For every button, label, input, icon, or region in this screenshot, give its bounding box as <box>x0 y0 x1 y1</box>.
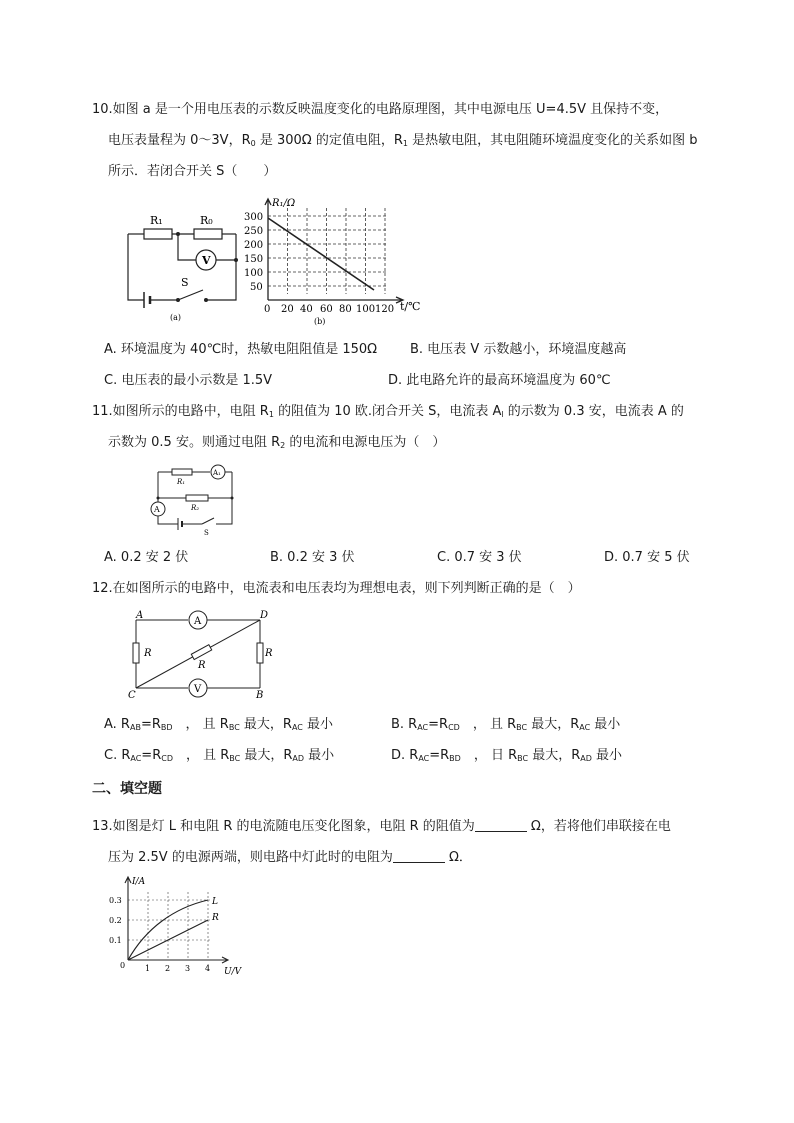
q10-figure-a-circuit <box>118 210 248 322</box>
resistor-diagonal-label: R <box>198 660 206 671</box>
switch-label: S <box>181 276 189 289</box>
q12-line1: 12.在如图所示的电路中，电流表和电压表均为理想电表，则下列判断正确的是（ ） <box>92 581 581 596</box>
label-r0: R₀ <box>200 214 213 227</box>
voltmeter-label: V <box>202 254 211 267</box>
q10-option-b[interactable]: B. 电压表 V 示数越小，环境温度越高 <box>410 342 627 357</box>
q11-line1: 11.如图所示的电路中，电阻 $R_1$ 的阻值为 10 欧.闭合开关 S，电流表 $A_l$ 的示数为 0.3 安，电流表 A 的 <box>92 404 684 419</box>
ytick: 0.3 <box>109 896 122 905</box>
curve-r-label: R <box>212 913 219 923</box>
q11-option-b[interactable]: B. 0.2 安 3 伏 <box>270 550 355 565</box>
ammeter-a-label: A <box>154 505 160 514</box>
q11-option-a[interactable]: A. 0.2 安 2 伏 <box>104 550 189 565</box>
ytick: 200 <box>244 240 264 251</box>
ytick: 250 <box>244 226 264 237</box>
label-r1: R₁ <box>150 214 163 227</box>
xtick: 3 <box>185 964 191 973</box>
xtick: 120 <box>375 304 395 315</box>
q12-option-d[interactable]: D. $R_{AC}=R_{BD}$ ， 日 $R_{BC}$ 最大，$R_{AD}$ 最小 <box>391 748 623 763</box>
ytick: 0.2 <box>109 916 122 925</box>
xtick: 100 <box>356 304 376 315</box>
q10-line1: 10.如图 a 是一个用电压表的示数反映温度变化的电路原理图，其中电源电压 U=4.5V 且保持不变， <box>92 102 669 117</box>
q10-line2: 电压表量程为 0～3V，$R_0$ 是 300Ω 的定值电阻，$R_1$ 是热敏电阻，其电阻随环境温度变化的关系如图 b <box>108 133 698 148</box>
ytick: 0.1 <box>109 936 122 945</box>
q13-blank-1[interactable] <box>475 819 527 832</box>
q13-figure-iu-graph <box>106 872 256 976</box>
label-r2: R₂ <box>191 504 200 512</box>
section-heading-fill-in: 二、填空题 <box>92 781 162 797</box>
graph-b-xlabel: t/℃ <box>400 300 421 313</box>
q12-option-a[interactable]: A. $R_{AB}=R_{BD}$ ， 且 $R_{BC}$ 最大，$R_{AC}$ 最小 <box>104 717 334 732</box>
q11-line2: 示数为 0.5 安。则通过电阻 $R_2$ 的电流和电源电压为（ ） <box>108 435 446 450</box>
node-d-label: D <box>260 610 269 621</box>
q13-line1: 13.如图是灯 L 和电阻 R 的电流随电压变化图象，电阻 R 的阻值为 Ω，若将他们串联接在电 <box>92 819 671 834</box>
graph-b-ylabel: R₁/Ω <box>272 198 296 209</box>
xtick: 60 <box>320 304 333 315</box>
q10-figure-b-graph <box>238 194 428 328</box>
xtick: 2 <box>165 964 171 973</box>
label-r1: R₁ <box>177 478 186 486</box>
ytick: 100 <box>244 268 264 279</box>
q12-figure-circuit <box>124 608 276 700</box>
q10-line3: 所示．若闭合开关 S（ ） <box>108 164 277 179</box>
ytick: 300 <box>244 212 264 223</box>
q10-option-a[interactable]: A. 环境温度为 40℃时，热敏电阻阻值是 150Ω <box>104 342 378 357</box>
resistor-right-label: R <box>265 648 273 659</box>
origin-label: 0 <box>120 961 126 970</box>
node-a-label: A <box>136 610 144 621</box>
ammeter-a1-label: A₁ <box>213 469 221 477</box>
q12-option-b[interactable]: B. $R_{AC}=R_{CD}$ ， 且 $R_{BC}$ 最大，$R_{AC}$ 最小 <box>391 717 621 732</box>
node-b-label: B <box>256 690 264 700</box>
resistor-left-label: R <box>144 648 152 659</box>
curve-l-label: L <box>212 897 218 907</box>
q12-option-c[interactable]: C. $R_{AC}=R_{CD}$ ， 且 $R_{BC}$ 最大，$R_{AD}$ 最小 <box>104 748 335 763</box>
q10-option-c[interactable]: C. 电压表的最小示数是 1.5V <box>104 373 273 388</box>
ammeter-label: A <box>194 616 202 627</box>
node-c-label: C <box>128 690 136 700</box>
q11-option-d[interactable]: D. 0.7 安 5 伏 <box>604 550 690 565</box>
fig-a-caption: (a) <box>170 313 182 322</box>
q10-option-d[interactable]: D. 此电路允许的最高环境温度为 60℃ <box>388 373 611 388</box>
xtick: 1 <box>145 964 151 973</box>
q13-line2: 压为 2.5V 的电源两端，则电路中灯此时的电阻为 Ω． <box>108 850 472 865</box>
graph-xlabel: U/V <box>224 967 242 976</box>
xtick: 80 <box>339 304 352 315</box>
q11-figure-circuit <box>140 462 244 536</box>
xtick: 20 <box>281 304 294 315</box>
switch-label: S <box>204 529 209 536</box>
xtick: 4 <box>205 964 211 973</box>
ytick: 150 <box>244 254 264 265</box>
q11-option-c[interactable]: C. 0.7 安 3 伏 <box>437 550 522 565</box>
voltmeter-label: V <box>194 684 202 695</box>
ytick: 50 <box>250 282 263 293</box>
fig-b-caption: (b) <box>314 317 326 326</box>
graph-ylabel: I/A <box>132 877 146 887</box>
xtick: 40 <box>300 304 313 315</box>
q13-blank-2[interactable] <box>393 850 445 863</box>
xtick: 0 <box>264 304 271 315</box>
